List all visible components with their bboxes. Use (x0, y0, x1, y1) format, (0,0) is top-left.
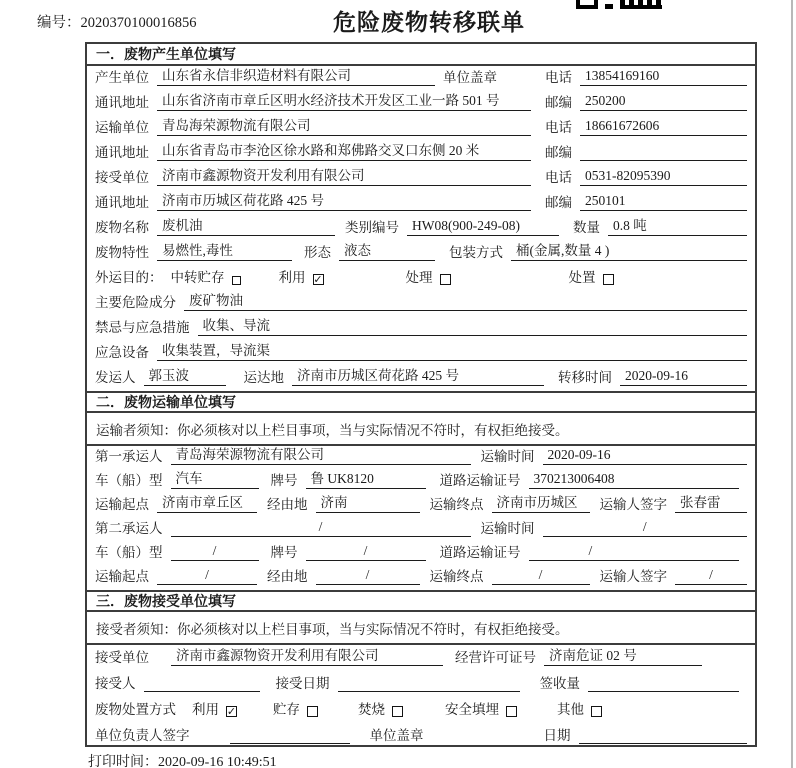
carrier1-route-row (87, 494, 755, 518)
page-edge-divider (791, 0, 793, 768)
carrier2-route-row (87, 566, 755, 590)
doc-number-value: 2020370100016856 (80, 15, 197, 31)
via-label: 经由地 (267, 569, 308, 585)
receiver-address-row (87, 191, 755, 216)
recipient-row (87, 671, 755, 697)
accept-unit-label: 接受单位 (95, 650, 149, 666)
category-label: 类别编号 (345, 220, 399, 236)
option-label: 处置 (568, 270, 596, 286)
traits-label: 废物特性 (95, 245, 149, 261)
checkbox-unchecked-icon (591, 706, 602, 717)
checkbox-unchecked-icon (392, 706, 403, 717)
amount-label: 签收量 (539, 676, 580, 692)
section1-header: 一．废物产生单位填写 (87, 44, 755, 66)
transport-time-label: 运输时间 (480, 521, 535, 537)
producer-row (87, 66, 755, 91)
carrier2-vehicle-value: / (171, 543, 259, 561)
phone-label: 电话 (545, 120, 572, 136)
hazard-row (87, 291, 755, 316)
disposal-option-landfill (445, 702, 517, 718)
equipment-row (87, 341, 755, 366)
amount-value (588, 677, 739, 692)
transfer-time-value: 2020-09-16 (620, 368, 747, 386)
option-label: 安全填埋 (445, 702, 499, 718)
carrier2-terminal-value: / (492, 567, 590, 585)
carrier2-label: 第二承运人 (95, 521, 163, 537)
phone-label: 电话 (545, 170, 572, 186)
sign-date-value (579, 729, 748, 744)
carrier1-via-value: 济南 (316, 495, 420, 513)
quantity-value: 0.8 吨 (608, 218, 747, 236)
purpose-row (87, 266, 755, 291)
transporter-row (87, 116, 755, 141)
doc-number-label: 编号： (37, 15, 81, 31)
print-time-label: 打印时间： (88, 755, 158, 768)
checkbox-checked-icon: ✓ (226, 704, 237, 718)
carrier2-sign-value: / (675, 567, 747, 585)
carrier2-time-value: / (543, 519, 748, 537)
carrier2-via-value: / (316, 567, 420, 585)
producer-zip-value: 250200 (580, 93, 747, 111)
print-time-value: 2020-09-16 10:49:51 (158, 755, 277, 768)
carrier2-row (87, 518, 755, 542)
clipped-glyph-icon (620, 0, 662, 9)
clipped-text-fragment (576, 0, 662, 9)
purpose-option-treat (406, 270, 451, 286)
responsible-sign-value (230, 729, 350, 744)
carrier2-vehicle-row (87, 542, 755, 566)
option-label: 贮存 (273, 702, 300, 718)
accept-unit-value: 济南市鑫源物资开发利用有限公司 (171, 648, 443, 666)
transport-time-label: 运输时间 (480, 449, 535, 465)
transporter-label: 运输单位 (95, 120, 149, 136)
page-title: 危险废物转移联单 (333, 9, 525, 35)
address-label: 通讯地址 (95, 195, 149, 211)
zip-label: 邮编 (545, 195, 572, 211)
road-permit-label: 道路运输证号 (439, 473, 521, 489)
option-label: 处理 (405, 270, 433, 286)
destination-value: 济南市历城区荷花路 425 号 (292, 368, 544, 386)
precaution-label: 禁忌与应急措施 (95, 320, 190, 336)
responsible-sign-row (87, 723, 755, 749)
carrier2-permit-value: / (529, 543, 740, 561)
transporter-value: 青岛海荣源物流有限公司 (157, 118, 531, 136)
precaution-row (87, 316, 755, 341)
disposal-option-other (557, 702, 602, 718)
category-value: HW08(900-249-08) (407, 218, 559, 236)
carrier1-vehicle-row (87, 470, 755, 494)
section2-header: 二．废物运输单位填写 (87, 391, 755, 413)
receiver-value: 济南市鑫源物资开发利用有限公司 (157, 168, 531, 186)
waste-traits-row (87, 241, 755, 266)
vehicle-type-label: 车（船）型 (95, 473, 163, 489)
plate-label: 牌号 (270, 545, 298, 561)
purpose-label: 外运目的： (95, 270, 163, 286)
zip-label: 邮编 (545, 145, 572, 161)
receiver-zip-value: 250101 (580, 193, 747, 211)
purpose-option-recycle (279, 270, 324, 286)
shipper-label: 发运人 (95, 370, 136, 386)
disposal-label: 废物处置方式 (95, 702, 176, 718)
carrier2-plate-value: / (306, 543, 426, 561)
transporter-zip-value (580, 146, 747, 161)
transfer-time-label: 转移时间 (558, 370, 612, 386)
producer-phone-value: 13854169160 (580, 68, 747, 86)
road-permit-label: 道路运输证号 (439, 545, 521, 561)
carrier1-origin-value: 济南市章丘区 (157, 495, 257, 513)
producer-label: 产生单位 (95, 70, 149, 86)
option-label: 利用 (192, 702, 219, 718)
shipper-value: 郭玉波 (144, 368, 226, 386)
phone-label: 电话 (545, 70, 572, 86)
vehicle-type-label: 车（船）型 (95, 545, 163, 561)
producer-address-row (87, 91, 755, 116)
checkbox-unchecked-icon (307, 706, 318, 717)
option-label: 其他 (557, 702, 584, 718)
destination-label: 运达地 (243, 370, 284, 386)
option-label: 利用 (278, 270, 306, 286)
carrier1-sign-value: 张春雷 (675, 495, 747, 513)
plate-label: 牌号 (270, 473, 298, 489)
carrier1-value: 青岛海荣源物流有限公司 (171, 447, 471, 465)
carrier1-plate-value: 鲁 UK8120 (306, 471, 426, 489)
transporter-notice: 运输者须知：你必须核对以上栏目事项，当与实际情况不符时，有权拒绝接受。 (87, 413, 755, 446)
carrier1-terminal-value: 济南市历城区 (492, 495, 590, 513)
doc-number (37, 11, 197, 32)
transporter-phone-value: 18661672606 (580, 118, 747, 136)
transporter-sign-label: 运输人签字 (599, 497, 667, 513)
receiver-phone-value: 0531-82095390 (580, 168, 747, 186)
quantity-label: 数量 (573, 220, 600, 236)
option-label: 中转贮存 (170, 270, 225, 286)
license-label: 经营许可证号 (455, 650, 536, 666)
hazard-label: 主要危险成分 (95, 295, 176, 311)
section3-header: 三．废物接受单位填写 (87, 590, 755, 612)
via-label: 经由地 (267, 497, 308, 513)
receiver-address-value: 济南市历城区荷花路 425 号 (157, 193, 531, 211)
equipment-label: 应急设备 (95, 345, 149, 361)
packaging-value: 桶(金属,数量 4 ) (511, 243, 747, 261)
receiver-row (87, 166, 755, 191)
equipment-value: 收集装置，导流渠 (157, 343, 747, 361)
zip-label: 邮编 (545, 95, 572, 111)
disposal-option-recycle (192, 702, 237, 718)
clipped-glyph-icon (605, 4, 613, 9)
carrier1-row (87, 446, 755, 470)
producer-address-value: 山东省济南市章丘区明水经济技术开发区工业一路 501 号 (157, 93, 531, 111)
checkbox-unchecked-icon (603, 274, 614, 285)
origin-label: 运输起点 (95, 497, 149, 513)
waste-name-label: 废物名称 (95, 220, 149, 236)
purpose-option-dispose (569, 270, 614, 286)
responsible-sign-label: 单位负责人签字 (95, 728, 190, 744)
waste-name-value: 废机油 (157, 218, 335, 236)
checkbox-checked-icon: ✓ (313, 272, 323, 286)
address-label: 通讯地址 (95, 95, 149, 111)
transporter-sign-label: 运输人签字 (599, 569, 667, 585)
print-time (88, 751, 277, 768)
form-value: 液态 (339, 243, 435, 261)
recipient-value (144, 677, 260, 692)
carrier1-vehicle-value: 汽车 (171, 471, 259, 489)
checkbox-unchecked-icon (232, 276, 241, 285)
clipped-glyph-icon (576, 0, 598, 9)
manifest-form-table (85, 42, 757, 747)
origin-label: 运输起点 (95, 569, 149, 585)
waste-name-row (87, 216, 755, 241)
shipper-row (87, 366, 755, 391)
hazard-value: 废矿物油 (184, 293, 747, 311)
checkbox-unchecked-icon (506, 706, 517, 717)
disposal-option-incinerate (358, 702, 403, 718)
checkbox-unchecked-icon (440, 274, 451, 285)
traits-value: 易燃性,毒性 (157, 243, 292, 261)
form-label: 形态 (304, 245, 331, 261)
producer-value: 山东省永信非织造材料有限公司 (157, 68, 435, 86)
receiver-label: 接受单位 (95, 170, 149, 186)
unit-seal-label: 单位盖章 (443, 70, 497, 86)
address-label: 通讯地址 (95, 145, 149, 161)
accept-unit-row (87, 645, 755, 671)
unit-seal-label: 单位盖章 (369, 728, 424, 744)
precaution-value: 收集、导流 (198, 318, 748, 336)
carrier1-permit-value: 370213006408 (529, 471, 740, 489)
accept-date-value (338, 677, 520, 692)
carrier2-value: / (171, 519, 471, 537)
carrier1-time-value: 2020-09-16 (543, 447, 748, 465)
sign-date-label: 日期 (543, 728, 571, 744)
disposal-option-storage (273, 702, 318, 718)
transporter-address-row (87, 141, 755, 166)
license-value: 济南危证 02 号 (544, 648, 702, 666)
transporter-address-value: 山东省青岛市李沧区徐水路和郑佛路交叉口东侧 20 米 (157, 143, 531, 161)
terminal-label: 运输终点 (429, 569, 484, 585)
disposal-row (87, 697, 755, 723)
option-label: 焚烧 (358, 702, 385, 718)
accept-date-label: 接受日期 (275, 676, 330, 692)
purpose-option-transfer-storage (171, 270, 241, 286)
terminal-label: 运输终点 (429, 497, 484, 513)
carrier2-origin-value: / (157, 567, 257, 585)
receiver-notice: 接受者须知：你必须核对以上栏目事项，当与实际情况不符时，有权拒绝接受。 (87, 612, 755, 645)
packaging-label: 包装方式 (449, 245, 503, 261)
recipient-label: 接受人 (95, 676, 136, 692)
carrier1-label: 第一承运人 (95, 449, 163, 465)
